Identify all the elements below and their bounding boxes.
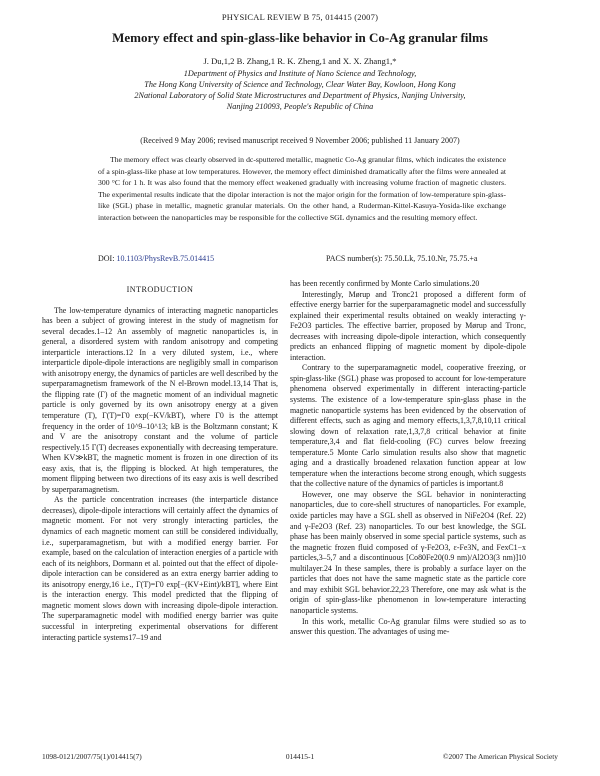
intro-paragraph-1: The low-temperature dynamics of interacting magnetic nanoparticles has been a subject of growing interest in the study of magnetism for several decades.1–12 An assembly of magnetic nanoparticles is, in general, a disordered system with random anisotropy and competing interparticle interactions.12 In a very diluted system, i.e., where interparticle dipole-dipole interactions are negligibly small in comparison with anisotropy energy, the dynamics of particles are well described by the superparamagnetism framework of the N el-Brown model.13,14 That is, the flipping rate (Γ) of the magnetic moment of an individual magnetic particle is only governed by its own anisotropy energy at a given temperature (T), Γ(T)=Γ0 exp(−KV/kBT), where Γ0 is the attempt frequency in the order of 10^9–10^13; kB is the Boltzmann constant; K and V are the anisotropy constant and the volume of particle respectively.15 Γ(T) decreases exponentially with decreasing temperature. When KV≫kBT, the magnetic moment is frozen in one direction of its easy axis, that is, the flipping is blocked. At high temperatures, the moment flipping between two directions of its easy axis is well described by superparamagnetism. [42, 305, 278, 494]
right-column [290, 279, 526, 638]
pacs-numbers: PACS number(s): 75.50.Lk, 75.10.Nr, 75.75.+a [326, 254, 478, 263]
paper-title: Memory effect and spin-glass-like behavior in Co-Ag granular films [112, 30, 488, 45]
footer-copyright: ©2007 The American Physical Society [442, 752, 558, 761]
affiliation-line-2: The Hong Kong University of Science and Technology, Clear Water Bay, Kowloon, Hong Kong [144, 80, 456, 89]
doi-label: DOI: [98, 254, 115, 263]
section-heading-introduction: INTRODUCTION [126, 285, 194, 294]
journal-header: PHYSICAL REVIEW B 75, 014415 (2007) [221, 12, 379, 22]
author-list: J. Du,1,2 B. Zhang,1 R. K. Zheng,1 and X. X. Zhang1,* [203, 56, 397, 66]
intro-paragraph-2: As the particle concentration increases (the interparticle distance decreases), dipole-dipole interactions will certainly affect the dynamics of magnetic moment. For not very strongly interacting particles, the dynamics of each magnetic moment can still be considered individually, i.e., superparamagnetism, but with a modified energy barrier. For example, based on the calculation of interaction energies of a particle with each of its neighbors, Dormann et al. pointed out that the effect of dipole-dipole interaction can be considered as an extra energy barrier adding to its anisotropy energy,16 i.e., Γ(T)=Γ0 exp[−(KV+Eint)/kBT], where Eint is the interaction energy. This model predicted that the flipping of magnetic moment slows down with increasing dipole-dipole interaction. The superparamagnetic model with modified energy barrier was quite successful in interpreting experimental observations for different interacting particle systems17–19 and [42, 495, 278, 642]
intro-paragraph-3: Interestingly, Mørup and Tronc21 proposed a different form of effective energy barrier for the superparamagnetic model and successfully explained their experimental results obtained on weakly interacting γ-Fe2O3 particles. The effective barrier, proposed by Mørup and Tronc, decreases with increasing dipole-dipole interaction, which consequently predicts an enhanced flipping of magnetic moment by dipole-dipole interaction. [290, 289, 526, 362]
intro-paragraph-2-continued: has been recently confirmed by Monte Carlo simulations.20 [290, 279, 480, 288]
doi [98, 254, 214, 263]
affiliation-line-1: 1Department of Physics and Institute of Nano Science and Technology, [183, 69, 417, 78]
footer-page-number: 014415-1 [285, 752, 315, 761]
footer-issn: 1098-0121/2007/75(1)/014415(7) [42, 752, 142, 761]
intro-paragraph-6: In this work, metallic Co-Ag granular films were studied so as to answer this question. The advantages of using me- [290, 616, 526, 637]
doi-link[interactable]: 10.1103/PhysRevB.75.014415 [116, 254, 215, 263]
affiliation-line-3: 2National Laboratory of Solid State Microstructures and Department of Physics, Nanjing University, [134, 91, 466, 100]
intro-paragraph-4: Contrary to the superparamagnetic model, cooperative freezing, or spin-glass-like (SGL) phase was proposed to account for low-temperature phenomena observed experimentally in different interacting-particle systems. The existence of a low-temperature spin-glass phase in the magnetic nanoparticle systems has been evidenced by the observation of different effects, such as aging and memory effects,1,3,7,8,10,11 critical slowing down of relaxation rate,1,3,7,8 critical behavior at finite temperature,3,4 and flat field-cooling (FC) curves below freezing temperature.5 Monte Carlo simulation results also show that magnetic aging and a drastically broadened relaxation function appear at low temperature when the interactions become strong enough, which suggests that the collective nature of the dynamics of particles is important.8 [290, 363, 526, 489]
abstract: The memory effect was clearly observed in dc-sputtered metallic, magnetic Co-Ag granular films, which indicates the existence of a spin-glass-like phase at low temperatures. However, the memory effect diminished dramatically after the films were annealed at 300 °C for 1 h. It was also found that the memory effect weakened gradually with increasing volume fraction of magnetic clusters. The experimental results indicate that the dipolar interaction is not the major origin for the formation of low-temperature spin-glass-like (SGL) phase in metallic, magnetic granular materials. On the other hand, a Ruderman-Kittel-Kasuya-Yosida-like exchange interaction between the nanoparticles may be responsible for the collective SGL dynamics and the resulting memory effect. [98, 155, 506, 222]
left-column [42, 282, 278, 643]
received-dates: (Received 9 May 2006; revised manuscript received 9 November 2006; published 11 January 2007) [140, 136, 460, 145]
affiliation-line-4: Nanjing 210093, People's Republic of China [226, 102, 374, 111]
intro-paragraph-5: However, one may observe the SGL behavior in noninteracting nanoparticles, due to core-shell structures of nanoparticles. For example, oxide particles may have a SGL shell as observed in NiFe2O4 (Ref. 22) and γ-Fe2O3 (Ref. 23) nanoparticles. To our best knowledge, the SGL phase has been mainly observed in some special particle systems, such as the magnetic frozen fluid composed of γ-Fe2O3, ε-Fe3N, and FexC1−x particles,3–5,7 and a discontinuous [Co80Fe20(0.9 nm)/Al2O3(3 nm)]10 multilayer.24 In these samples, there is probably a surface layer on the particles that does not have the same magnetic state as the particle core and may exhibit SGL behavior.22,23 Therefore, one may ask what is the origin of spin-glass-like phenomenon in low-temperature interacting nanoparticle systems. [290, 489, 526, 615]
